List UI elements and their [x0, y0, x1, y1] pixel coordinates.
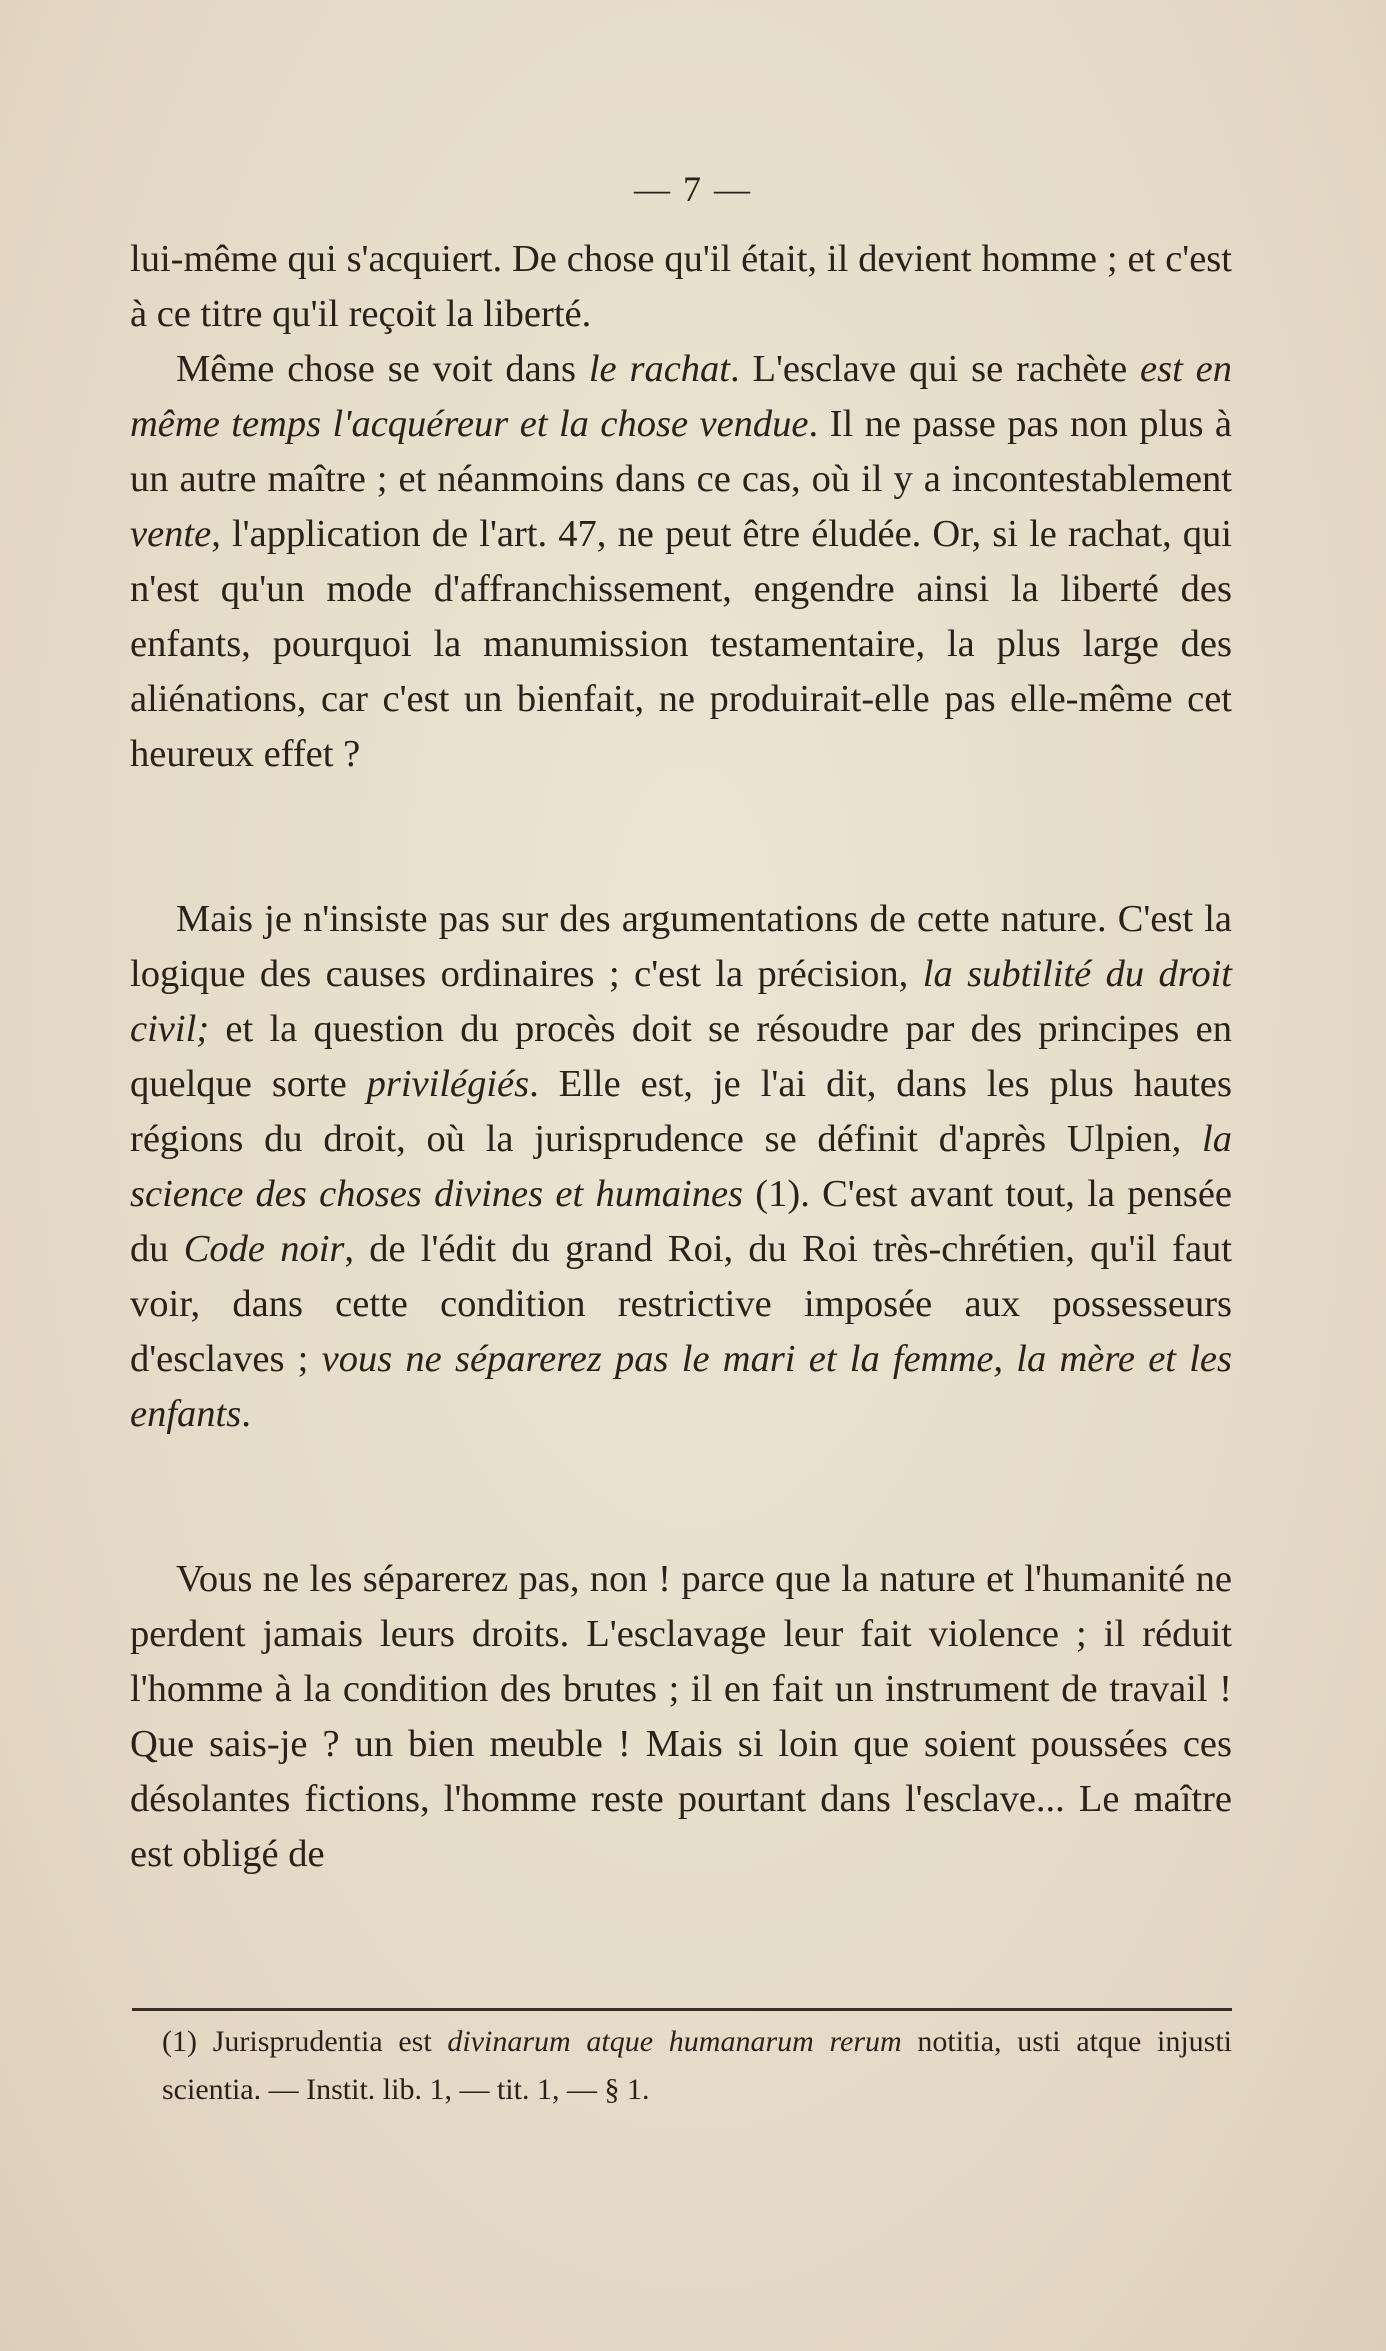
p3-emph-privilegies: privilégiés: [366, 1063, 530, 1105]
p2-emph-vente: vente: [130, 513, 212, 555]
p3-text-k: .: [241, 1393, 251, 1435]
footnote-text-a: Jurisprudentia est: [196, 2025, 448, 2058]
footnote: [162, 2018, 1232, 2114]
paragraph-3: [130, 892, 1232, 1442]
paragraph-1: [130, 232, 1232, 342]
p1-text: lui-même qui s'acquiert. De chose qu'il était, il devient homme ; et c'est à ce titre qu'il reçoit la liberté.: [130, 238, 1232, 335]
p3-text-i: , de l'édit du grand Roi, du Roi très-chrétien, qu'il faut voir, dans cette condition restrictive imposée aux possesseurs d'esclaves ;: [130, 1228, 1233, 1380]
footnote-text-c: notitia, usti atque injusti scientia. — Instit. lib. 1, — tit. 1, — § 1.: [162, 2025, 1232, 2106]
p2-emph-rachat: le rachat: [588, 348, 730, 390]
p3-emph-subtilite: la subtilité du droit civil;: [130, 953, 1233, 1050]
p2-text-g: , l'application de l'art. 47, ne peut être éludée. Or, si le rachat, qui n'est qu'un mode d'affranchissement, engendre ainsi la liberté des enfants, pourquoi la manumission testamentaire, la plus large des aliénations, car c'est un bienfait, ne produirait-elle pas elle-même cet heureux effet ?: [130, 513, 1232, 775]
footnote-rule: [132, 2008, 1232, 2011]
p2-text-a: Même chose se voit dans: [176, 348, 589, 390]
paragraph-4: [130, 1552, 1232, 1882]
page-number: — 7 —: [634, 169, 752, 209]
p3-text-g: (1). C'est avant tout, la pensée du: [130, 1173, 1232, 1270]
body-text: [130, 232, 1232, 1882]
p3-text-a: Mais je n'insiste pas sur des argumentations de cette nature. C'est la logique des causes ordinaires ; c'est la précision,: [130, 898, 1232, 995]
p3-emph-code-noir: Code noir: [183, 1228, 345, 1270]
p4-text: Vous ne les séparerez pas, non ! parce que la nature et l'humanité ne perdent jamais leurs droits. L'esclavage leur fait violence ; il réduit l'homme à la condition des brutes ; il en fait un instrument de travail ! Que sais-je ? un bien meuble ! Mais si loin que soient poussées ces désolantes fictions, l'homme reste pourtant dans l'esclave... Le maître est obligé de: [130, 1558, 1232, 1875]
p3-emph-science: la science des choses divines et humaines: [130, 1118, 1232, 1215]
p2-text-e: . Il ne passe pas non plus à un autre maître ; et néanmoins dans ce cas, où il y a incontestablement: [130, 403, 1232, 500]
p3-emph-separerez: vous ne séparerez pas le mari et la femme, la mère et les enfants: [130, 1338, 1232, 1435]
p3-text-e: . Elle est, je l'ai dit, dans les plus hautes régions du droit, où la jurisprudence se définit d'après Ulpien,: [130, 1063, 1233, 1160]
paragraph-2: [130, 342, 1232, 782]
footnote-emph: divinarum atque humanarum rerum: [447, 2025, 902, 2058]
p3-text-c: et la question du procès doit se résoudre par des principes en quelque sorte: [130, 1008, 1232, 1105]
footnote-marker: (1): [162, 2025, 197, 2058]
p2-text-c: . L'esclave qui se rachète: [730, 348, 1141, 390]
p2-emph-acquereur: est en même temps l'acquéreur et la chose vendue: [130, 348, 1232, 445]
